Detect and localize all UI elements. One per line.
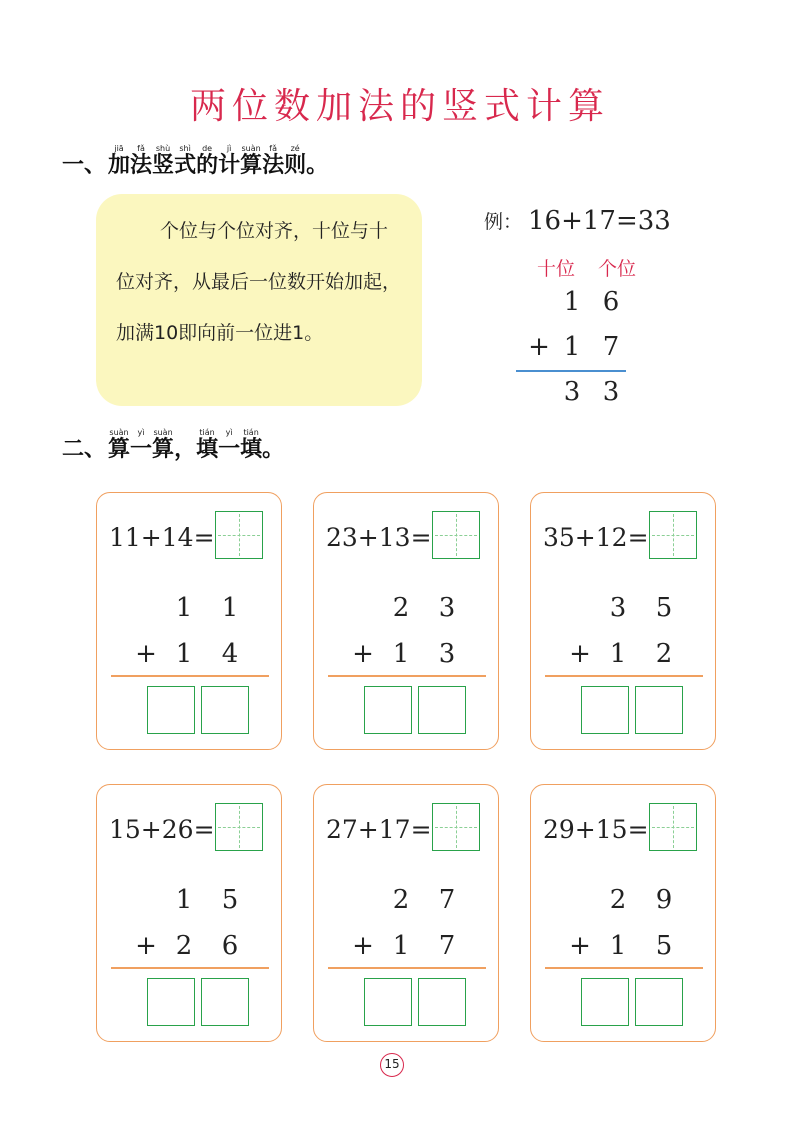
heading-char [218,428,241,462]
top-tens-digit: 3 [609,593,627,623]
example-bottom-tens: 1 [563,332,581,362]
problem-equation: 23+13= [326,523,432,552]
heading-char [196,144,219,178]
section-heading-practice [62,428,284,463]
rule-text: 个位与个位对齐，十位与十位对齐，从最后一位数开始加起，加满10即向前一位进1。 [116,220,402,344]
heading-char [262,144,285,178]
bottom-ones-digit: 3 [438,639,456,669]
pinyin: tián [196,428,219,437]
heading-char-text: 计 [218,153,241,178]
sum-line [545,675,703,677]
heading-char-text: 竖 [152,153,175,178]
top-tens-digit: 2 [609,885,627,915]
pinyin: jì [218,144,241,153]
result-ones-box[interactable] [201,686,249,734]
pinyin: fǎ [130,144,153,153]
pinyin: yì [218,428,241,437]
heading-char-text: 法 [262,153,285,178]
plus-sign: + [135,931,157,961]
heading-char [108,428,131,462]
pinyin: zé [284,144,307,153]
heading-char-text: 法 [130,153,153,178]
result-tens-box[interactable] [364,686,412,734]
heading-char [130,428,153,462]
problem-equation: 29+15= [543,815,649,844]
problem-equation: 27+17= [326,815,432,844]
bottom-ones-digit: 7 [438,931,456,961]
problem-card [530,492,716,750]
answer-box[interactable] [649,511,697,559]
pinyin: suàn [240,144,263,153]
section-number: 二、 [62,437,107,462]
heading-char-text: 填 [240,437,263,462]
sum-line [328,675,486,677]
heading-period: 。 [262,437,285,462]
bottom-tens-digit: 1 [392,931,410,961]
answer-box[interactable] [215,511,263,559]
page-title: 两位数加法的竖式计算 [189,86,610,127]
heading-char [174,144,197,178]
bottom-tens-digit: 1 [609,931,627,961]
sum-line [328,967,486,969]
pinyin: jiā [108,144,131,153]
bottom-tens-digit: 1 [175,639,193,669]
sum-line [545,967,703,969]
problem-card [313,492,499,750]
result-ones-box[interactable] [635,686,683,734]
pinyin: shì [174,144,197,153]
result-tens-box[interactable] [581,978,629,1026]
result-ones-box[interactable] [418,686,466,734]
bottom-ones-digit: 2 [655,639,673,669]
problem-equation: 35+12= [543,523,649,552]
pinyin: shù [152,144,175,153]
plus-sign: + [135,639,157,669]
top-ones-digit: 9 [655,885,673,915]
heading-words [108,428,263,462]
heading-char [196,428,219,462]
top-ones-digit: 1 [221,593,239,623]
example-result-ones: 3 [602,377,620,407]
heading-words [108,144,307,178]
bottom-ones-digit: 5 [655,931,673,961]
example-top-tens: 1 [563,287,581,317]
example-result-tens: 3 [563,377,581,407]
heading-char-text: 的 [196,153,219,178]
heading-char [152,144,175,178]
heading-period: 。 [306,153,329,178]
problem-card [530,784,716,1042]
example-top-ones: 6 [602,287,620,317]
heading-char-text: 加 [108,153,131,178]
heading-char [240,144,263,178]
result-tens-box[interactable] [364,978,412,1026]
heading-char [152,428,175,462]
top-ones-digit: 3 [438,593,456,623]
top-ones-digit: 5 [221,885,239,915]
bottom-ones-digit: 4 [221,639,239,669]
heading-char-text: 算 [240,153,263,178]
problem-equation: 15+26= [109,815,215,844]
grid-guide [652,827,694,828]
ones-place-label: 个位 [598,258,637,280]
answer-box[interactable] [649,803,697,851]
grid-guide [652,535,694,536]
sum-line [111,967,269,969]
problem-card [96,492,282,750]
answer-box[interactable] [432,803,480,851]
top-ones-digit: 7 [438,885,456,915]
top-tens-digit: 2 [392,885,410,915]
result-ones-box[interactable] [635,978,683,1026]
heading-char-text: 一 [218,437,241,462]
section-number: 一、 [62,153,107,178]
result-tens-box[interactable] [147,686,195,734]
pinyin: yì [130,428,153,437]
result-ones-box[interactable] [418,978,466,1026]
problem-equation: 11+14= [109,523,215,552]
heading-char [130,144,153,178]
answer-box[interactable] [432,511,480,559]
heading-char-text: 一 [130,437,153,462]
sum-line [111,675,269,677]
plus-sign: + [352,931,374,961]
heading-char-text: ， [174,437,197,462]
bottom-tens-digit: 1 [392,639,410,669]
problem-card [313,784,499,1042]
grid-guide [435,827,477,828]
example-plus-sign: + [528,332,550,362]
top-ones-digit: 5 [655,593,673,623]
pinyin: de [196,144,219,153]
plus-sign: + [569,931,591,961]
heading-char-text: 填 [196,437,219,462]
heading-char-text: 式 [174,153,197,178]
heading-char-text: 算 [152,437,175,462]
top-tens-digit: 2 [392,593,410,623]
pinyin: suàn [108,428,131,437]
heading-char-text: 算 [108,437,131,462]
example-label: 例： [484,211,523,233]
pinyin: fǎ [262,144,285,153]
top-tens-digit: 1 [175,885,193,915]
page-number: 15 [380,1053,404,1077]
heading-char [218,144,241,178]
result-tens-box[interactable] [581,686,629,734]
example-equation: 16+17=33 [528,206,671,236]
bottom-tens-digit: 1 [609,639,627,669]
heading-char [174,437,196,462]
answer-box[interactable] [215,803,263,851]
heading-char [284,144,307,178]
heading-char [108,144,131,178]
example-sum-line [516,370,626,372]
top-tens-digit: 1 [175,593,193,623]
bottom-ones-digit: 6 [221,931,239,961]
bottom-tens-digit: 2 [175,931,193,961]
problem-card [96,784,282,1042]
heading-char-text: 则 [284,153,307,178]
section-heading-rules [62,144,328,179]
rule-box [96,194,422,406]
tens-place-label: 十位 [537,258,576,280]
pinyin: suàn [152,428,175,437]
example-bottom-ones: 7 [602,332,620,362]
result-tens-box[interactable] [147,978,195,1026]
plus-sign: + [569,639,591,669]
result-ones-box[interactable] [201,978,249,1026]
grid-guide [435,535,477,536]
grid-guide [218,535,260,536]
heading-char [240,428,263,462]
grid-guide [218,827,260,828]
pinyin: tián [240,428,263,437]
plus-sign: + [352,639,374,669]
